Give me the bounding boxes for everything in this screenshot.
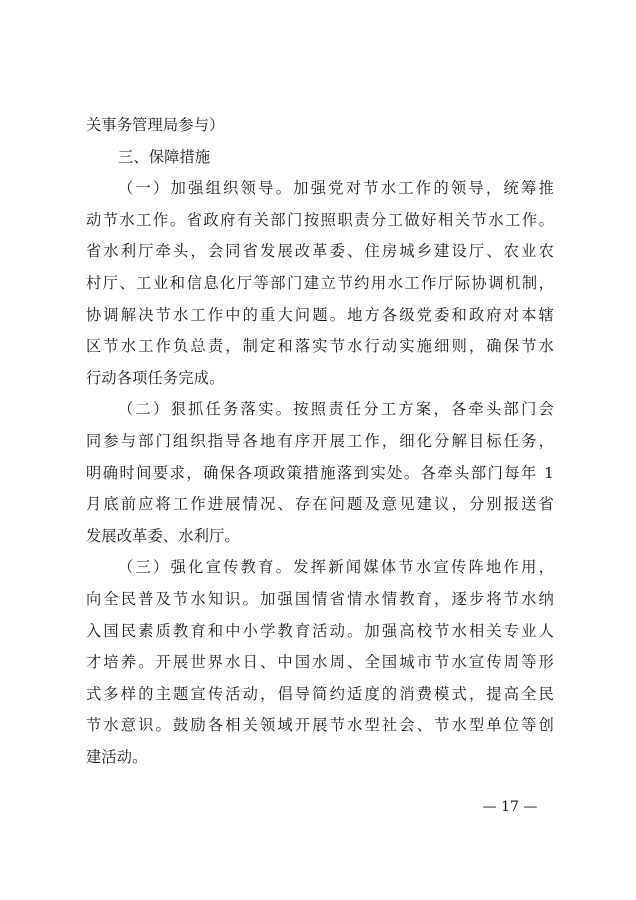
paragraph-2-heading-line: （二）狠抓任务落实。按照责任分工方案，各牵头部门会 xyxy=(118,400,554,419)
page-number: — 17 — xyxy=(482,799,538,815)
text-line: 向全民普及节水知识。加强国情省情水情教育，逐步将节水纳 xyxy=(86,589,554,608)
text-line: 入国民素质教育和中小学教育活动。加强高校节水相关专业人 xyxy=(86,621,554,640)
text-line: 建活动。 xyxy=(86,747,148,766)
text-line: 区节水工作负总责，制定和落实节水行动实施细则，确保节水 xyxy=(86,337,554,356)
text-line: 式多样的主题宣传活动，倡导简约适度的消费模式，提高全民 xyxy=(86,684,554,703)
text-line: 节水意识。鼓励各相关领域开展节水型社会、节水型单位等创 xyxy=(86,716,554,735)
body-text xyxy=(86,110,554,773)
text-line: 行动各项任务完成。 xyxy=(86,368,225,387)
text-line: 关事务管理局参与） xyxy=(86,116,225,134)
text-line: 同参与部门组织指导各地有序开展工作，细化分解目标任务， xyxy=(86,431,554,450)
text-line: 省水利厅牵头，会同省发展改革委、住房城乡建设厅、农业农 xyxy=(86,242,554,261)
paragraph-3-heading-line: （三）强化宣传教育。发挥新闻媒体节水宣传阵地作用， xyxy=(118,558,554,577)
text-line: 发展改革委、水利厅。 xyxy=(86,526,240,545)
text-line: 明确时间要求，确保各项政策措施落到实处。各牵头部门每年 1 xyxy=(86,463,554,482)
paragraph-1-heading-line: （一）加强组织领导。加强党对节水工作的领导，统筹推 xyxy=(118,179,554,198)
text-line: 协调解决节水工作中的重大问题。地方各级党委和政府对本辖 xyxy=(86,305,554,324)
section-heading: 三、保障措施 xyxy=(118,147,211,166)
text-line: 才培养。开展世界水日、中国水周、全国城市节水宣传周等形 xyxy=(86,653,554,672)
text-line: 动节水工作。省政府有关部门按照职责分工做好相关节水工作。 xyxy=(86,210,554,229)
text-line: 村厅、工业和信息化厅等部门建立节约用水工作厅际协调机制， xyxy=(86,273,554,292)
text-line: 月底前应将工作进展情况、存在问题及意见建议，分别报送省 xyxy=(86,495,554,514)
